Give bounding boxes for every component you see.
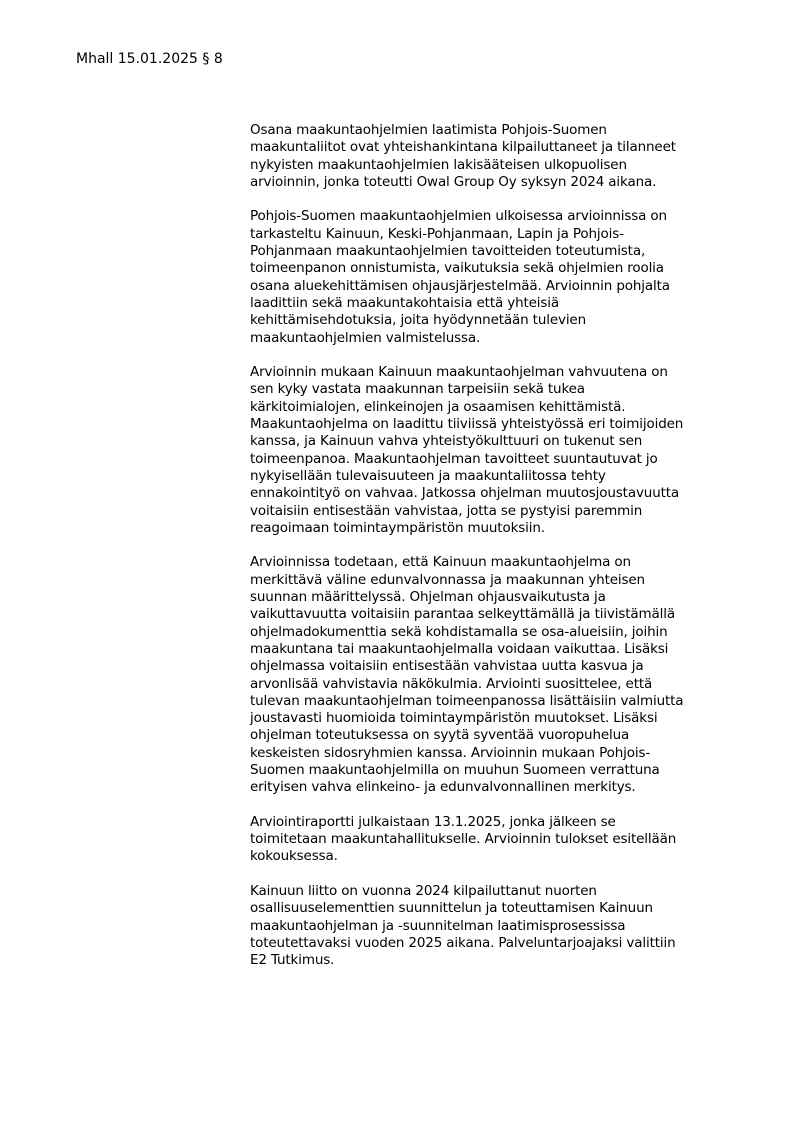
paragraph xyxy=(250,122,750,191)
text-line: maakuntaohjelman ja -suunnitelman laatimisprosessissa xyxy=(250,917,626,934)
text-line: vaikuttavuutta voitaisiin parantaa selkeyttämällä ja tiivistämällä xyxy=(250,606,675,623)
text-line: merkittävä väline edunvalvonnassa ja maakunnan yhteisen xyxy=(250,571,645,588)
text-line: arvioinnin, jonka toteutti Owal Group Oy syksyn 2024 aikana. xyxy=(250,173,657,190)
text-line: keskeisten sidosryhmien kanssa. Arvioinnin mukaan Pohjois- xyxy=(250,744,651,761)
text-line: maakuntaohjelmien valmistelussa. xyxy=(250,329,481,346)
text-line: Kainuun liitto on vuonna 2024 kilpailuttanut nuorten xyxy=(250,883,597,900)
text-line: Osana maakuntaohjelmien laatimista Pohjois-Suomen xyxy=(250,122,607,138)
text-line: ohjelman toteutuksessa on syytä syventää vuoropuhelua xyxy=(250,727,630,744)
text-line: Pohjanmaan maakuntaohjelmien tavoitteiden toteutumista, xyxy=(250,243,646,260)
text-line: tarkasteltu Kainuun, Keski-Pohjanmaan, Lapin ja Pohjois- xyxy=(250,225,624,242)
text-line: toteutettavaksi vuoden 2025 aikana. Palveluntarjoajaksi valittiin xyxy=(250,934,676,951)
text-line: joustavasti huomioida toimintaympäristön muutokset. Lisäksi xyxy=(250,710,658,727)
text-line: maakuntana tai maakuntaohjelmalla voidaan vaikuttaa. Lisäksi xyxy=(250,640,669,657)
paragraph xyxy=(250,364,750,537)
document-reference: Mhall 15.01.2025 § 8 xyxy=(76,51,223,67)
text-line: ennakointityö on vahvaa. Jatkossa ohjelman muutosjoustavuutta xyxy=(250,485,680,502)
text-line: Pohjois-Suomen maakuntaohjelmien ulkoisessa arvioinnissa on xyxy=(250,208,667,225)
text-line: arvonlisää vahvistavia näkökulmia. Arviointi suosittelee, että xyxy=(250,675,653,692)
text-line: sen kyky vastata maakunnan tarpeisiin sekä tukea xyxy=(250,381,585,398)
text-line: toimeenpanoa. Maakuntaohjelman tavoitteet suuntautuvat jo xyxy=(250,450,658,467)
document-body xyxy=(250,122,750,987)
text-line: suunnan määrittelyssä. Ohjelman ohjausvaikutusta ja xyxy=(250,589,606,606)
text-line: Maakuntaohjelma on laadittu tiiviissä yhteistyössä eri toimijoiden xyxy=(250,416,684,433)
text-line: Arvioinnissa todetaan, että Kainuun maakuntaohjelma on xyxy=(250,554,631,571)
text-line: laadittiin sekä maakuntakohtaisia että yhteisiä xyxy=(250,294,559,311)
text-line: Arvioinnin mukaan Kainuun maakuntaohjelman vahvuutena on xyxy=(250,364,668,381)
text-line: maakuntaliitot ovat yhteishankintana kilpailuttaneet ja tilanneet xyxy=(250,139,676,156)
text-line: reagoimaan toimintaympäristön muutoksiin. xyxy=(250,519,545,536)
text-line: osana aluekehittämisen ohjausjärjestelmää. Arvioinnin pohjalta xyxy=(250,277,670,294)
text-line: nykyisellään tulevaisuuteen ja maakuntaliitossa tehty xyxy=(250,467,606,484)
text-line: E2 Tutkimus. xyxy=(250,952,335,969)
text-line: kärkitoimialojen, elinkeinojen ja osaamisen kehittämistä. xyxy=(250,398,626,415)
text-line: ohjelmassa voitaisiin entisestään vahvistaa uutta kasvua ja xyxy=(250,658,644,675)
text-line: Arviointiraportti julkaistaan 13.1.2025, jonka jälkeen se xyxy=(250,813,616,830)
paragraph xyxy=(250,208,750,346)
text-line: voitaisiin entisestään vahvistaa, jotta se pystyisi paremmin xyxy=(250,502,643,519)
text-line: erityisen vahva elinkeino- ja edunvalvonnallinen merkitys. xyxy=(250,779,636,796)
paragraph xyxy=(250,554,750,796)
text-line: Suomen maakuntaohjelmilla on muuhun Suomeen verrattuna xyxy=(250,761,660,778)
text-line: kehittämisehdotuksia, joita hyödynnetään tulevien xyxy=(250,312,586,329)
text-line: kanssa, ja Kainuun vahva yhteistyökulttuuri on tukenut sen xyxy=(250,433,643,450)
paragraph xyxy=(250,883,750,969)
text-line: osallisuuselementtien suunnittelun ja toteuttamisen Kainuun xyxy=(250,900,653,917)
text-line: toimitetaan maakuntahallitukselle. Arvioinnin tulokset esitellään xyxy=(250,831,677,848)
text-line: toimeenpanon onnistumista, vaikutuksia sekä ohjelmien roolia xyxy=(250,260,664,277)
text-line: kokouksessa. xyxy=(250,848,338,865)
text-line: ohjelmadokumenttia sekä kohdistamalla se osa-alueisiin, joihin xyxy=(250,623,668,640)
text-line: nykyisten maakuntaohjelmien lakisääteisen ulkopuolisen xyxy=(250,156,627,173)
paragraph xyxy=(250,814,750,866)
text-line: tulevan maakuntaohjelman toimeenpanossa lisättäisiin valmiutta xyxy=(250,692,684,709)
